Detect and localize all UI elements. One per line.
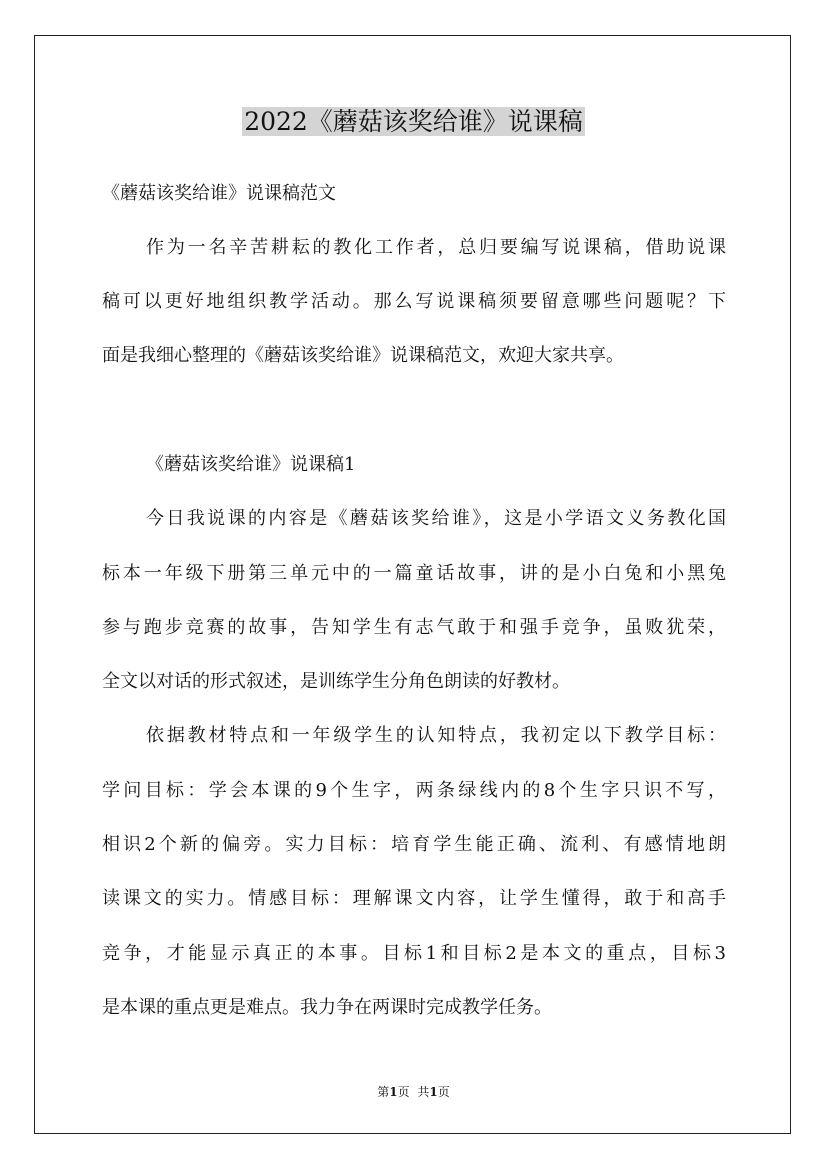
paragraph1-line: 参与跑步竞赛的故事，告知学生有志气敢于和强手竞争，虽败犹荣， bbox=[102, 617, 726, 638]
paragraph1-line: 标本一年级下册第三单元中的一篇童话故事，讲的是小白兔和小黑兔 bbox=[102, 563, 726, 584]
page-footer bbox=[0, 1084, 827, 1100]
footer-total-suffix: 页 bbox=[437, 1085, 450, 1099]
intro-line: 面是我细心整理的《蘑菇该奖给谁》说课稿范文，欢迎大家共享。 bbox=[102, 345, 624, 366]
paragraph2-line: 竞争，才能显示真正的本事。目标1和目标2是本文的重点，目标3 bbox=[102, 943, 726, 964]
footer-page-suffix: 页 bbox=[397, 1085, 410, 1099]
paragraph2-line: 是本课的重点更是难点。我力争在两课时完成教学任务。 bbox=[102, 997, 552, 1018]
paragraph2-line: 相识2个新的偏旁。实力目标：培育学生能正确、流利、有感情地朗 bbox=[102, 834, 726, 855]
footer-total-prefix: 共 bbox=[417, 1085, 430, 1099]
intro-line: 稿可以更好地组织教学活动。那么写说课稿须要留意哪些问题呢？下 bbox=[102, 291, 726, 312]
document-title: 2022《蘑菇该奖给谁》说课稿 bbox=[244, 107, 583, 136]
paragraph2-line: 读课文的实力。情感目标：理解课文内容，让学生懂得，敢于和高手 bbox=[102, 888, 726, 909]
paragraph1-line: 全文以对话的形式叙述，是训练学生分角色朗读的好教材。 bbox=[102, 671, 570, 692]
footer-page-number: 1 bbox=[389, 1085, 398, 1099]
section-heading: 《蘑菇该奖给谁》说课稿1 bbox=[146, 454, 356, 475]
paragraph1-line: 今日我说课的内容是《蘑菇该奖给谁》，这是小学语文义务教化国 bbox=[146, 508, 726, 529]
paragraph2-line: 学问目标：学会本课的9个生字，两条绿线内的8个生字只识不写， bbox=[102, 780, 726, 801]
footer-total-number: 1 bbox=[429, 1085, 438, 1099]
footer-page-prefix: 第 bbox=[377, 1085, 390, 1099]
document-subtitle: 《蘑菇该奖给谁》说课稿范文 bbox=[102, 183, 336, 204]
paragraph2-line: 依据教材特点和一年级学生的认知特点，我初定以下教学目标： bbox=[146, 725, 726, 746]
intro-line: 作为一名辛苦耕耘的教化工作者，总归要编写说课稿，借助说课 bbox=[146, 237, 726, 258]
